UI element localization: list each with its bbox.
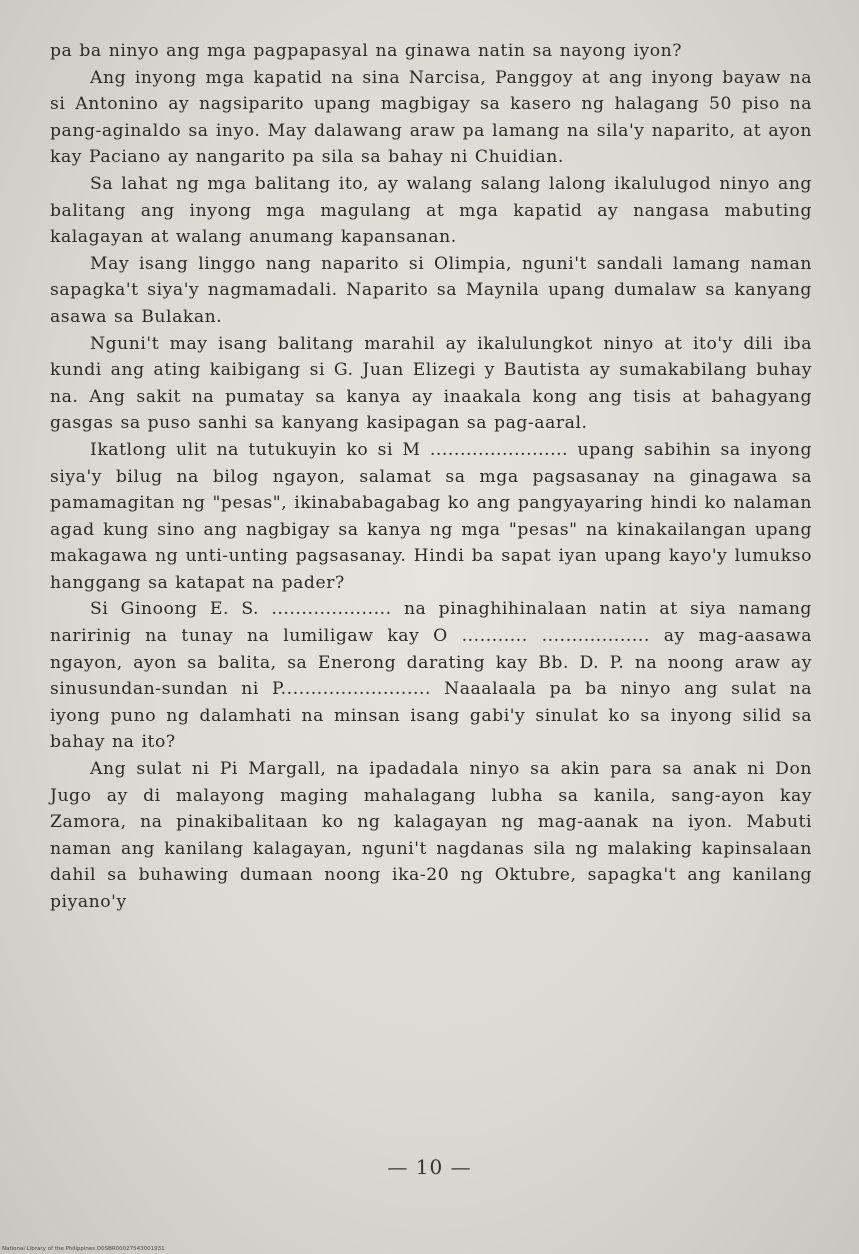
paragraph: Si Ginoong E. S. .................... na pinaghihinalaan natin at siya namang naririnig na tunay na lumiligaw kay O ........... .................. ay mag-aasawa ngayon, ayon sa balita, sa Enerong darating kay Bb. D. P. na noong araw ay sinusundan-sundan ni P......................... Naaalaala pa ba ninyo ang sulat na iyong puno ng dalamhati na minsan isang gabi'y sinulat ko sa inyong silid sa bahay na ito? [50,599,812,753]
body-text [50,38,812,916]
page-number: — 10 — [387,1155,472,1179]
library-credit: National Library of the Philippines D0SBR00027543001931 [2,1246,165,1252]
paragraph: Ang sulat ni Pi Margall, na ipadadala ninyo sa akin para sa anak ni Don Jugo ay di malayong maging mahalagang lubha sa kanila, sang-ayon kay Zamora, na pinakibalitaan ko ng kalagayan ng mag-aanak na iyon. Mabuti naman ang kanilang kalagayan, nguni't nagdanas sila ng malaking kapinsalaan dahil sa buhawing dumaan noong ika-20 ng Oktubre, sapagka't ang kanilang piyano'y [50,759,812,912]
paragraph-continuation: pa ba ninyo ang mga pagpapasyal na ginawa natin sa nayong iyon? [50,41,683,61]
paragraph: Ikatlong ulit na tutukuyin ko si M ....................... upang sabihin sa inyong siya'y bilug na bilog ngayon, salamat sa mga pagsasanay na ginagawa sa pamamagitan ng "pesas", ikinababagabag ko ang pangyayaring hindi ko nalaman agad kung sino ang nagbigay sa kanya ng mga "pesas" na kinakailangan upang makagawa ng unti-unting pagsasanay. Hindi ba sapat iyan upang kayo'y lumukso hanggang sa katapat na pader? [50,439,812,593]
paragraph: May isang linggo nang naparito si Olimpia, nguni't sandali lamang naman sapagka't siya'y nagmamadali. Naparito sa Maynila upang dumalaw sa kanyang asawa sa Bulakan. [50,253,812,327]
paragraph: Ang inyong mga kapatid na sina Narcisa, Panggoy at ang inyong bayaw na si Antonino ay nagsiparito upang magbigay sa kasero ng halagang 50 piso na pang-aginaldo sa inyo. May dalawang araw pa lamang na sila'y naparito, at ayon kay Paciano ay nangarito pa sila sa bahay ni Chuidian. [50,67,812,168]
paragraph: Nguni't may isang balitang marahil ay ikalulungkot ninyo at ito'y dili iba kundi ang ating kaibigang si G. Juan Elizegi y Bautista ay sumakabilang buhay na. Ang sakit na pumatay sa kanya ay inaakala kong ang tisis at bahagyang gasgas sa puso sanhi sa kanyang kasipagan sa pag-aaral. [50,333,812,434]
paragraph: Sa lahat ng mga balitang ito, ay walang salang lalong ikalulugod ninyo ang balitang ang inyong mga magulang at mga kapatid ay nangasa mabuting kalagayan at walang anumang kapansanan. [50,173,812,248]
